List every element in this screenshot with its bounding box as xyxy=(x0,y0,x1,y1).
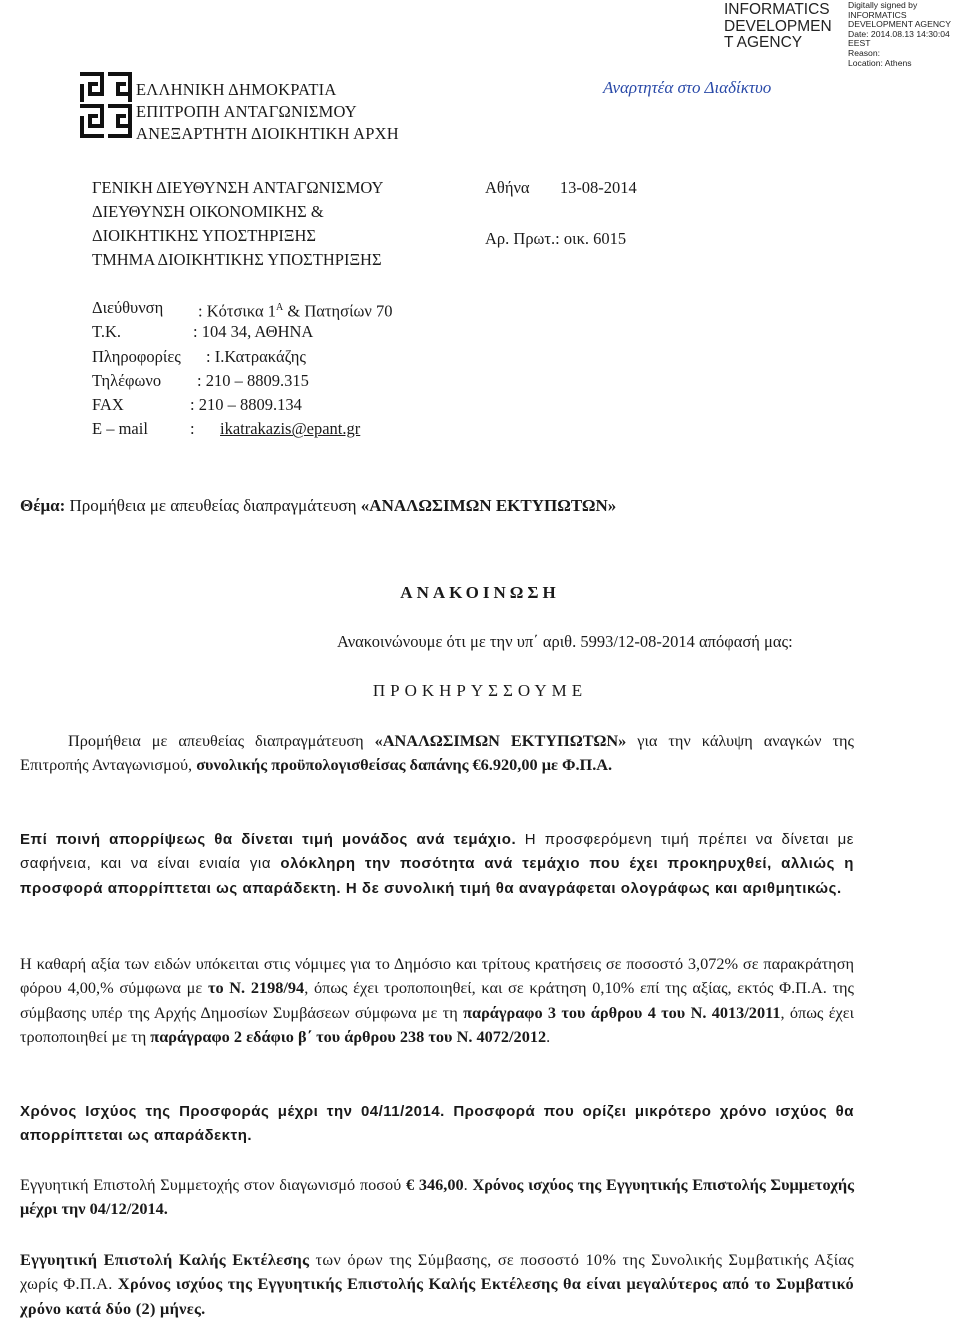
contact-email xyxy=(92,417,452,441)
signature-org-line: T AGENCY xyxy=(724,34,803,51)
contact-info xyxy=(92,345,452,369)
p5-text-d: Χρόνος ισχύος της Εγγυητικής Επιστολής Συμμετοχής μέχρι την 04/12/2014. xyxy=(20,1175,855,1219)
p3-text-c: , όπως έχει τροποποιηθεί, και σε κράτηση 0,10% επί της αξίας, εκτός Φ.Π.Α. της σύμβασης υπέρ της Αρχής Δημοσίων Συμβάσεων σύμφωνα με τη xyxy=(20,978,854,1022)
fax-label: FAX xyxy=(92,395,124,415)
address-value: : Κότσικα 1 xyxy=(198,301,277,321)
p1-text-a: Προμήθεια με απευθείας διαπραγμάτευση xyxy=(68,731,375,750)
signature-detail-line: INFORMATICS xyxy=(848,9,907,20)
zip-label: Τ.Κ. xyxy=(92,322,122,342)
p3-text-e: , όπως έχει τροποποιηθεί με τη xyxy=(20,1002,854,1047)
p3-text-g: . xyxy=(546,1027,551,1047)
protocol-label: Αρ. Πρωτ.: xyxy=(485,229,560,248)
department-line: ΓΕΝΙΚΗ ΔΙΕΥΘΥΝΣΗ ΑΝΤΑΓΩΝΙΣΜΟΥ xyxy=(92,178,384,197)
phone-value: : 210 – 8809.315 xyxy=(197,370,309,390)
paragraph-performance-guarantee xyxy=(20,1248,854,1321)
announcement-title: ΑΝΑΚΟΙΝΩΣΗ xyxy=(400,583,560,602)
document-date: 13-08-2014 xyxy=(559,178,637,197)
department-line: ΔΙΟΙΚΗΤΙΚΗΣ ΥΠΟΣΤΗΡΙΞΗΣ xyxy=(92,226,317,245)
p3-text-a: Η καθαρή αξία των ειδών υπόκειται στις νόμιμες για το Δημόσιο και τρίτους κρατήσεις σε ποσοστό 3,072% σε παρακράτηση φόρου 4,00,% σύμφωνα με xyxy=(20,954,854,998)
signature-org xyxy=(724,2,832,52)
p1-text-c: για την κάλυψη αναγκών της Επιτροπής Ανταγωνισμού, xyxy=(20,731,854,775)
signature-detail-line: Reason: xyxy=(848,47,881,58)
p5-text-b: € 346,00 xyxy=(405,1175,464,1194)
proclaim-title: ΠΡΟΚΗΡΥΣΣΟΥΜΕ xyxy=(372,681,588,700)
date-protocol-block xyxy=(485,176,637,251)
publish-note: Αναρτητέα στο Διαδίκτυο xyxy=(603,78,772,97)
p6-text-b: των όρων της Σύμβασης, σε ποσοστό 10% της Συνολικής Συμβατικής Αξίας χωρίς Φ.Π.Α. xyxy=(20,1250,854,1294)
p1-text-b: «ΑΝΑΛΩΣΙΜΩΝ ΕΚΤΥΠΩΤΩΝ» xyxy=(374,731,627,750)
phone-label: Τηλέφωνο xyxy=(92,370,162,390)
competition-commission-logo xyxy=(78,70,134,142)
paragraph-procurement xyxy=(20,729,854,778)
protocol-row xyxy=(485,227,637,251)
signature-details xyxy=(848,1,951,68)
p3-text-d: παράγραφο 3 του άρθρου 4 του Ν. 4013/2011 xyxy=(463,1002,781,1022)
p6-text-a: Εγγυητική Επιστολή Καλής Εκτέλεσης xyxy=(20,1250,310,1269)
paragraph-participation-guarantee xyxy=(20,1173,854,1222)
email-link[interactable]: ikatrakazis@epant.gr xyxy=(220,419,361,439)
header-line: ΕΠΙΤΡΟΠΗ ΑΝΤΑΓΩΝΙΣΜΟΥ xyxy=(136,102,357,121)
header-line: ΑΝΕΞΑΡΤΗΤΗ ΔΙΟΙΚΗΤΙΚΗ ΑΡΧΗ xyxy=(136,124,399,143)
protocol-value: οικ. 6015 xyxy=(563,229,627,248)
email-colon: : xyxy=(190,419,195,439)
header-line: ΕΛΛΗΝΙΚΗ ΔΗΜΟΚΡΑΤΙΑ xyxy=(136,80,337,99)
fax-value: : 210 – 8809.134 xyxy=(190,395,302,415)
paragraph-price-terms xyxy=(20,828,854,901)
p5-text-a: Εγγυητική Επιστολή Συμμετοχής στον διαγωνισμό ποσού xyxy=(20,1175,406,1194)
address-sup: Α xyxy=(276,302,284,313)
info-value: : Ι.Κατρακάζης xyxy=(206,346,306,366)
signature-detail-line: Location: Athens xyxy=(848,57,912,68)
p2-text-b: Η προσφερόμενη τιμή πρέπει να δίνεται με σαφήνεια, και να είναι ενιαία για xyxy=(20,831,854,873)
contact-zip xyxy=(92,320,452,344)
signature-org-line: DEVELOPMEN xyxy=(724,17,832,35)
p1-text-d: συνολικής προϋπολογισθείσας δαπάνης €6.920,00 με Φ.Π.Α. xyxy=(196,755,613,775)
p3-text-b: το Ν. 2198/94 xyxy=(207,978,305,998)
subject-bold: «ΑΝΑΛΩΣΙΜΩΝ ΕΚΤΥΠΩΤΩΝ» xyxy=(360,496,617,515)
subject-line xyxy=(20,496,616,516)
contact-address xyxy=(92,296,452,320)
p6-text-c: Χρόνος ισχύος της Εγγυητικής Επιστολής Καλής Εκτέλεσης θα είναι μεγαλύτερος από το Συμβατικό χρόνο κατά δύο (2) μήνες. xyxy=(20,1274,854,1318)
p3-text-f: παράγραφο 2 εδάφιο β΄ του άρθρου 238 του Ν. 4072/2012 xyxy=(150,1027,547,1047)
address-label: Διεύθυνση xyxy=(92,298,164,317)
subject-text: Προμήθεια με απευθείας διαπραγμάτευση xyxy=(65,496,361,515)
email-label: E – mail xyxy=(92,419,148,439)
paragraph-deductions xyxy=(20,952,854,1050)
p2-text-a: Επί ποινή απορρίψεως θα δίνεται τιμή μονάδος ανά τεμάχιο. xyxy=(20,831,517,848)
department-line: ΤΜΗΜΑ ΔΙΟΙΚΗΤΙΚΗΣ ΥΠΟΣΤΗΡΙΞΗΣ xyxy=(92,250,382,269)
city: Αθήνα xyxy=(485,178,530,197)
department-line: ΔΙΕΥΘΥΝΣΗ ΟΙΚΟΝΟΜΙΚΗΣ & xyxy=(92,202,324,221)
date-row xyxy=(485,176,637,200)
p2-text-c: ολόκληρη την ποσότητα ανά τεμάχιο που έχει προκηρυχθεί, αλλιώς η προσφορά απορρίπτεται ως απαράδεκτη. Η δε συνολική τιμή θα αναγράφεται ολογράφως και αριθμητικώς. xyxy=(20,855,854,897)
announcement-line: Ανακοινώνουμε ότι με την υπ΄ αριθ. 5993/12-08-2014 απόφασή μας: xyxy=(337,632,793,651)
header-organization xyxy=(136,79,399,145)
signature-detail-line: Digitally signed by xyxy=(848,0,918,10)
p5-text-c: . xyxy=(463,1175,473,1194)
contact-block xyxy=(92,296,452,442)
info-label: Πληροφορίες xyxy=(92,346,181,366)
contact-fax xyxy=(92,393,452,417)
paragraph-validity: Χρόνος Ισχύος της Προσφοράς μέχρι την 04/11/2014. Προσφορά που ορίζει μικρότερο χρόνο ισχύος θα απορρίπτεται ως απαράδεκτη. xyxy=(20,1103,854,1145)
subject-label: Θέμα: xyxy=(20,496,66,515)
address-rest: & Πατησίων 70 xyxy=(283,301,393,321)
signature-org-line: INFORMATICS xyxy=(724,1,830,18)
signature-detail-line: Date: 2014.08.13 14:30:04 xyxy=(848,28,950,39)
signature-detail-line: EEST xyxy=(848,38,871,49)
contact-phone xyxy=(92,369,452,393)
department-block xyxy=(92,176,383,272)
zip-value: : 104 34, ΑΘΗΝΑ xyxy=(193,322,314,342)
signature-detail-line: DEVELOPMENT AGENCY xyxy=(848,19,951,30)
